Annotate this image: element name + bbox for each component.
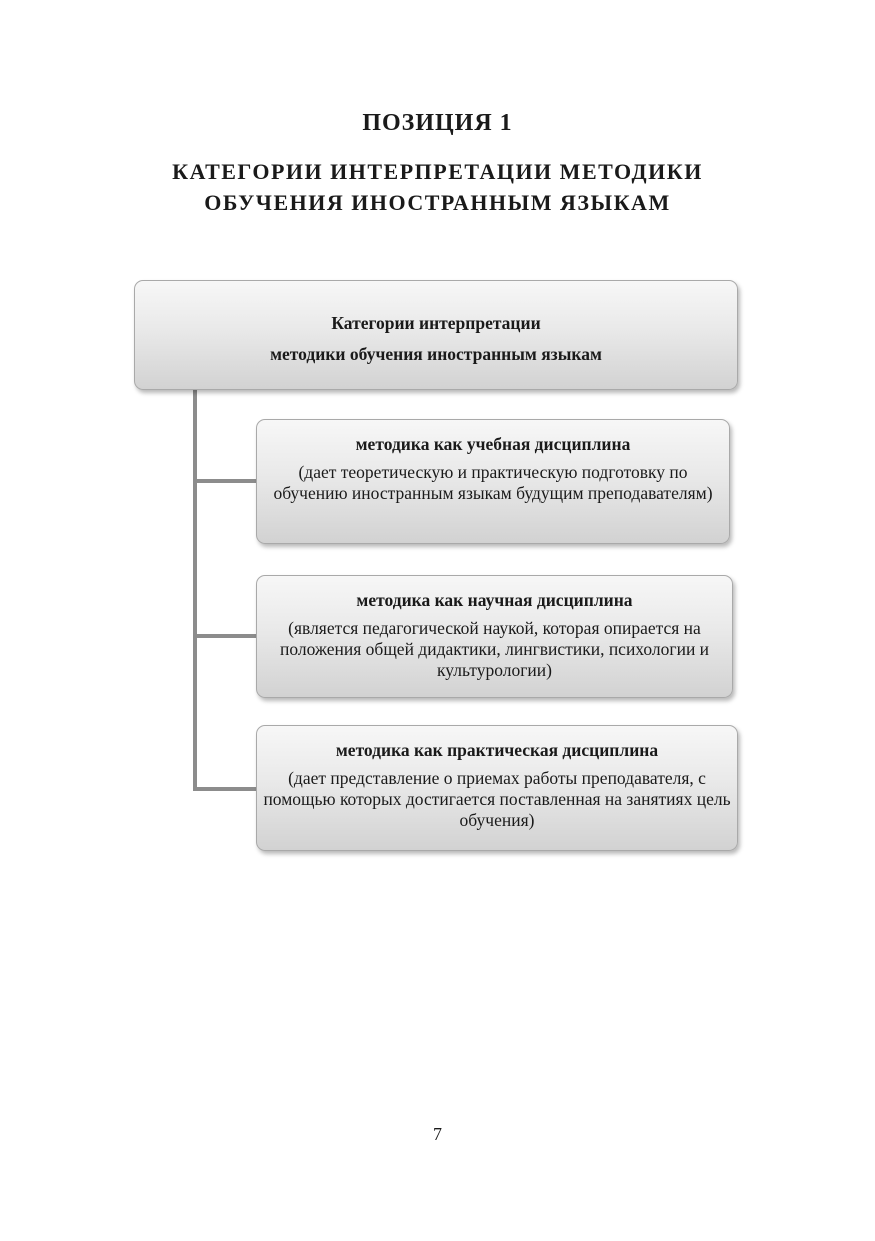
category-title: методика как научная дисциплина [356, 590, 633, 610]
category-description: (дает представление о приемах работы преподавателя, с помощью которых достигается поставленная на занятиях цель обучения) [263, 768, 731, 830]
page-title-line-2: ОБУЧЕНИЯ ИНОСТРАННЫМ ЯЗЫКАМ [204, 190, 671, 215]
tree-connector-branch-1 [193, 479, 257, 483]
tree-connector-branch-3 [193, 787, 257, 791]
category-description: (является педагогической наукой, которая опирается на положения общей дидактики, лингвистики, психологии и культурологии) [279, 618, 710, 680]
root-box-line-2: методики обучения иностранным языкам [270, 344, 602, 364]
category-title: методика как учебная дисциплина [355, 434, 631, 454]
page-title-line-1: КАТЕГОРИИ ИНТЕРПРЕТАЦИИ МЕТОДИКИ [172, 159, 703, 184]
root-box-line-1: Категории интерпретации [331, 313, 541, 333]
page-number: 7 [433, 1124, 442, 1144]
category-box-practical [256, 725, 738, 851]
diagram-root-box [134, 280, 738, 390]
category-title: методика как практическая дисциплина [335, 740, 659, 760]
position-heading: ПОЗИЦИЯ 1 [362, 110, 513, 136]
tree-connector-branch-2 [193, 634, 257, 638]
category-box-scientific [256, 575, 733, 698]
category-description: (дает теоретическую и практическую подготовку по обучению иностранным языкам будущим преподавателям) [273, 462, 713, 503]
tree-connector-vertical [193, 389, 197, 791]
page-title [0, 156, 875, 218]
category-box-educational [256, 419, 730, 544]
